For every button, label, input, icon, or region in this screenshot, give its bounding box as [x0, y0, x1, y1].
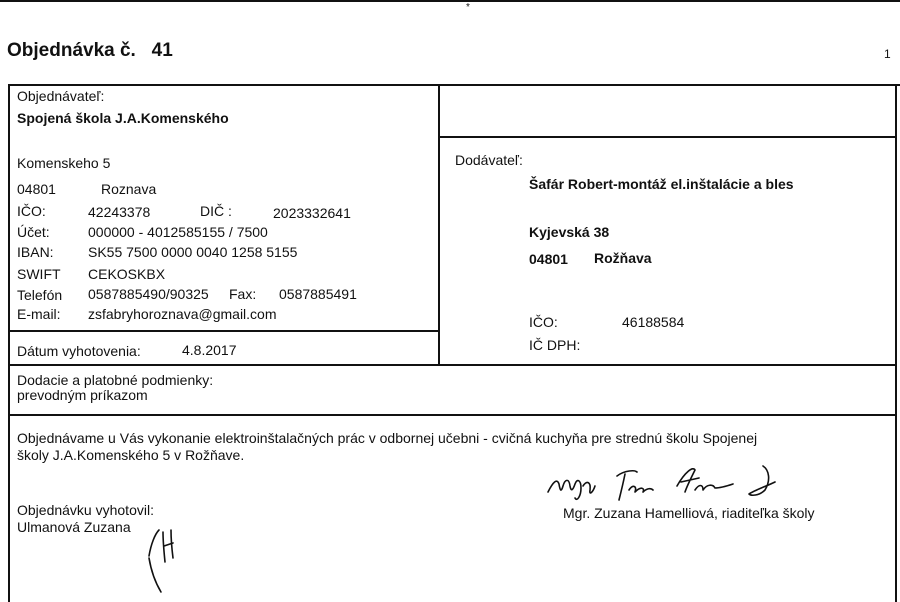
- supplier-city: Rožňava: [594, 250, 652, 266]
- buyer-email-label: E-mail:: [17, 306, 61, 322]
- supplier-ico-label: IČO:: [529, 314, 558, 330]
- buyer-ico-label: IČO:: [17, 203, 46, 219]
- buyer-name: Spojená škola J.A.Komenského: [17, 110, 229, 126]
- frame-left-line: [8, 84, 10, 602]
- date-label: Dátum vyhotovenia:: [17, 343, 141, 359]
- buyer-dic: 2023332641: [273, 205, 351, 221]
- buyer-swift-label: SWIFT: [17, 266, 61, 282]
- terms-top-line: [8, 364, 896, 366]
- director-signature: [545, 460, 790, 505]
- buyer-ucet-label: Účet:: [17, 224, 50, 240]
- supplier-ico: 46188584: [622, 314, 685, 330]
- supplier-name: Šafár Robert-montáž el.inštalácie a bles: [529, 176, 794, 192]
- date-top-line: [8, 330, 439, 332]
- frame-right-line: [895, 84, 897, 602]
- body-line-2: školy J.A.Komenského 5 v Rožňave.: [17, 447, 245, 463]
- body-line-1: Objednávame u Vás vykonanie elektroinštalačných prác v odbornej učebni - cvičná kuchyňa pre strednú školu Spojenej: [17, 430, 758, 446]
- prepared-by: Ulmanová Zuzana: [17, 519, 131, 535]
- prepared-label: Objednávku vyhotovil:: [17, 502, 154, 518]
- buyer-fax: 0587885491: [279, 286, 357, 302]
- frame-middle-line: [438, 84, 440, 364]
- buyer-zip: 04801: [17, 181, 56, 197]
- terms-label: Dodacie a platobné podmienky:: [17, 372, 214, 388]
- buyer-street: Komenskeho 5: [17, 155, 111, 171]
- buyer-iban: SK55 7500 0000 0040 1258 5155: [88, 244, 298, 260]
- buyer-fax-label: Fax:: [229, 286, 257, 302]
- buyer-telefon-label: Telefón: [17, 287, 63, 303]
- buyer-city: Roznava: [101, 181, 157, 197]
- preparer-signature: [143, 522, 188, 597]
- buyer-ico: 42243378: [88, 204, 151, 220]
- buyer-iban-label: IBAN:: [17, 244, 54, 260]
- body-top-line: [8, 414, 896, 416]
- page-number: 1: [884, 47, 891, 61]
- date-value: 4.8.2017: [182, 342, 237, 358]
- header-mark: *: [466, 2, 470, 13]
- buyer-swift: CEKOSKBX: [88, 266, 166, 282]
- signatory-name: Mgr. Zuzana Hamelliová, riaditeľka školy: [563, 505, 815, 521]
- buyer-dic-label: DIČ :: [200, 203, 232, 219]
- buyer-telefon: 0587885490/90325: [88, 286, 209, 302]
- page-title: Objednávka č. 41: [7, 40, 173, 61]
- top-border-line: [0, 0, 900, 2]
- terms-value: prevodným príkazom: [17, 387, 148, 403]
- frame-top-line: [8, 84, 900, 86]
- supplier-zip: 04801: [529, 251, 568, 267]
- buyer-ucet: 000000 - 4012585155 / 7500: [88, 224, 268, 240]
- buyer-label: Objednávateľ:: [17, 88, 105, 104]
- supplier-top-line: [438, 136, 896, 138]
- supplier-street: Kyjevská 38: [529, 224, 610, 240]
- buyer-email: zsfabryhoroznava@gmail.com: [88, 306, 277, 322]
- supplier-label: Dodávateľ:: [455, 152, 523, 168]
- supplier-icdph-label: IČ DPH:: [529, 337, 581, 353]
